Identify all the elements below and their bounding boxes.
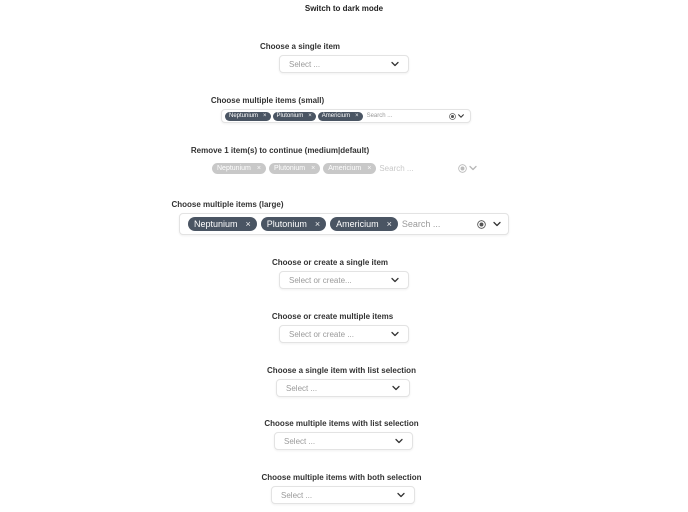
chevron-down-icon[interactable] bbox=[391, 383, 401, 393]
both-multi-select[interactable] bbox=[271, 486, 415, 504]
list-multi-label: Choose multiple items with list selection bbox=[264, 419, 419, 428]
single-select-placeholder: Select ... bbox=[289, 59, 321, 69]
clear-all-icon[interactable] bbox=[477, 220, 486, 229]
chip-label: Neptunium bbox=[217, 164, 251, 172]
chip-label: Plutonium bbox=[273, 164, 306, 172]
clear-all-icon[interactable] bbox=[449, 113, 456, 120]
chip-neptunium bbox=[225, 112, 271, 121]
chip-remove-icon[interactable]: × bbox=[367, 164, 372, 172]
create-single-label: Choose or create a single item bbox=[271, 258, 389, 267]
chevron-down-icon[interactable] bbox=[390, 59, 400, 69]
chip-label: Neptunium bbox=[229, 113, 259, 119]
chip-americium bbox=[330, 217, 398, 231]
list-multi-select[interactable] bbox=[274, 432, 413, 450]
both-multi-placeholder: Select ... bbox=[281, 490, 313, 500]
chip-label: Neptunium bbox=[194, 219, 238, 229]
chip-remove-icon[interactable]: × bbox=[245, 219, 251, 229]
chip-plutonium bbox=[269, 163, 320, 174]
chevron-down-icon[interactable] bbox=[390, 275, 400, 285]
multi-small-select[interactable] bbox=[221, 109, 471, 123]
search-input[interactable]: Search ... bbox=[379, 163, 414, 173]
single-select[interactable] bbox=[279, 55, 409, 73]
chevron-down-icon[interactable] bbox=[457, 112, 465, 120]
chip-remove-icon[interactable]: × bbox=[355, 113, 359, 119]
chip-plutonium bbox=[261, 217, 326, 231]
create-multi-label: Choose or create multiple items bbox=[271, 312, 394, 321]
chip-americium bbox=[323, 163, 376, 174]
chip-label: Plutonium bbox=[276, 113, 304, 119]
search-input[interactable]: Search ... bbox=[401, 219, 441, 229]
clear-all-icon[interactable] bbox=[458, 164, 467, 173]
chip-remove-icon[interactable]: × bbox=[308, 113, 312, 119]
chevron-down-icon[interactable] bbox=[396, 490, 406, 500]
chip-neptunium bbox=[188, 217, 257, 231]
chip-remove-icon[interactable]: × bbox=[256, 164, 261, 172]
create-single-select[interactable] bbox=[279, 271, 409, 289]
multi-medium-select[interactable] bbox=[209, 161, 489, 175]
list-single-placeholder: Select ... bbox=[286, 383, 318, 393]
chip-label: Americium bbox=[328, 164, 362, 172]
create-multi-select[interactable] bbox=[279, 325, 409, 343]
chevron-down-icon[interactable] bbox=[492, 219, 502, 229]
chevron-down-icon[interactable] bbox=[390, 329, 400, 339]
chevron-down-icon[interactable] bbox=[468, 163, 478, 173]
dark-mode-toggle-button[interactable]: Switch to dark mode bbox=[304, 4, 384, 13]
list-single-select[interactable] bbox=[276, 379, 410, 397]
chip-americium bbox=[318, 112, 363, 121]
chip-remove-icon[interactable]: × bbox=[311, 164, 316, 172]
chip-remove-icon[interactable]: × bbox=[263, 113, 267, 119]
multi-large-select[interactable] bbox=[179, 213, 509, 235]
multi-medium-label: Remove 1 item(s) to continue (medium|default) bbox=[190, 146, 370, 155]
search-input[interactable]: Search ... bbox=[366, 113, 393, 119]
create-multi-placeholder: Select or create ... bbox=[289, 329, 354, 339]
list-single-label: Choose a single item with list selection bbox=[267, 366, 416, 375]
single-select-label: Choose a single item bbox=[259, 42, 341, 51]
chip-label: Americium bbox=[321, 113, 351, 119]
chip-label: Plutonium bbox=[266, 219, 307, 229]
list-multi-placeholder: Select ... bbox=[284, 436, 316, 446]
chip-neptunium bbox=[212, 163, 266, 174]
multi-large-label: Choose multiple items (large) bbox=[171, 200, 284, 209]
chip-label: Americium bbox=[336, 219, 379, 229]
chip-plutonium bbox=[273, 112, 316, 121]
both-multi-label: Choose multiple items with both selection bbox=[261, 473, 422, 482]
create-single-placeholder: Select or create... bbox=[289, 275, 352, 285]
multi-small-label: Choose multiple items (small) bbox=[210, 96, 325, 105]
chip-remove-icon[interactable]: × bbox=[314, 219, 321, 229]
chevron-down-icon[interactable] bbox=[394, 436, 404, 446]
chip-remove-icon[interactable]: × bbox=[386, 219, 392, 229]
